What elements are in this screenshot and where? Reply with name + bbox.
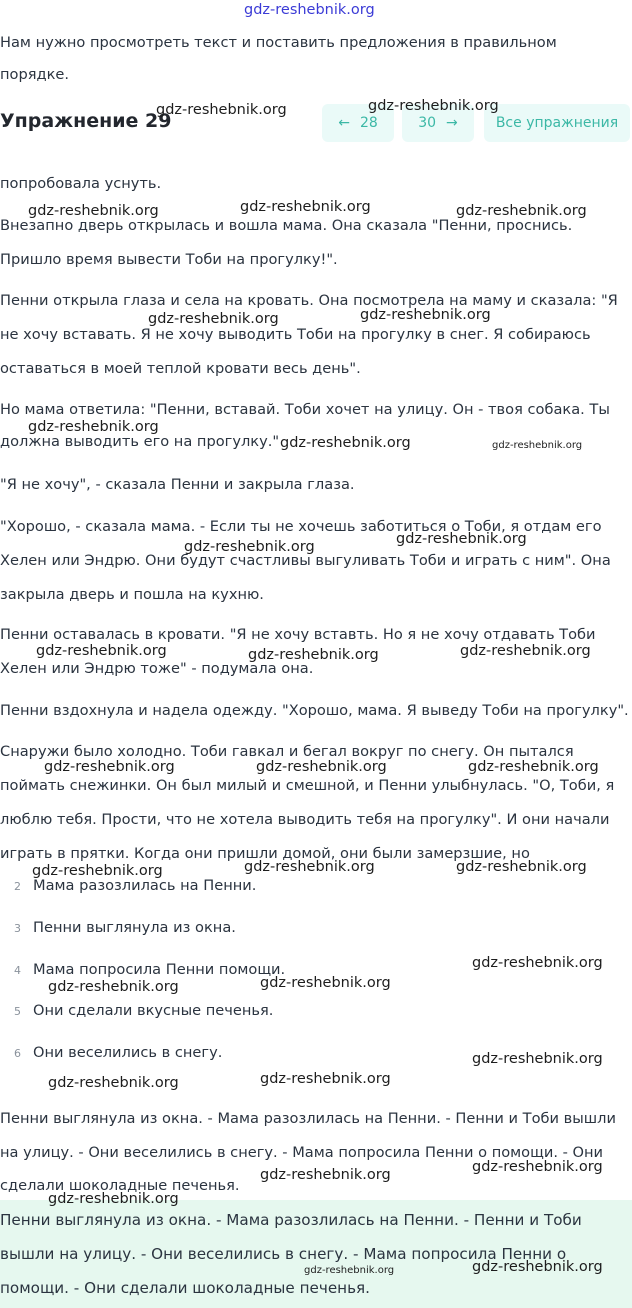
next-exercise-label: 30 <box>418 115 437 131</box>
story-line: Снаружи было холодно. Тоби гавкал и бегал вокруг по снегу. Он пытался <box>0 743 574 760</box>
watermark: gdz-reshebnik.org <box>48 1191 179 1207</box>
watermark: gdz-reshebnik.org <box>260 975 391 991</box>
watermark: gdz-reshebnik.org <box>460 643 591 659</box>
list-number: 5 <box>14 1005 21 1018</box>
list-text: Мама разозлилась на Пенни. <box>33 877 257 894</box>
answer-line: сделали шоколадные печенья. <box>0 1177 240 1194</box>
story-line: Хелен или Эндрю тоже" - подумала она. <box>0 660 314 677</box>
watermark: gdz-reshebnik.org <box>44 759 175 775</box>
watermark: gdz-reshebnik.org <box>280 435 411 451</box>
arrow-right-icon: → <box>446 115 458 131</box>
watermark: gdz-reshebnik.org <box>28 419 159 435</box>
list-text: Они сделали вкусные печенья. <box>33 1002 274 1019</box>
watermark: gdz-reshebnik.org <box>260 1167 391 1183</box>
story-line: Пенни оставалась в кровати. "Я не хочу вставть. Но я не хочу отдавать Тоби <box>0 626 596 643</box>
watermark: gdz-reshebnik.org <box>244 2 375 18</box>
watermark: gdz-reshebnik.org <box>260 1071 391 1087</box>
answer-highlight-line: Пенни выглянула из окна. - Мама разозлилась на Пенни. - Пенни и Тоби <box>0 1211 582 1229</box>
watermark: gdz-reshebnik.org <box>360 307 491 323</box>
watermark: gdz-reshebnik.org <box>244 859 375 875</box>
answer-highlight-line: помощи. - Они сделали шоколадные печенья. <box>0 1279 371 1297</box>
watermark: gdz-reshebnik.org <box>456 203 587 219</box>
story-line: играть в прятки. Когда они пришли домой, они были замерзшие, но <box>0 845 530 862</box>
story-line: Но мама ответила: "Пенни, вставай. Тоби хочет на улицу. Он - твоя собака. Ты <box>0 401 610 418</box>
intro-line: Нам нужно просмотреть текст и поставить предложения в правильном <box>0 34 557 51</box>
story-line: Внезапно дверь открылась и вошла мама. Она сказала "Пенни, проснись. <box>0 217 573 234</box>
page-title: Упражнение 29 <box>0 110 172 132</box>
story-line: должна выводить его на прогулку." <box>0 433 280 450</box>
watermark: gdz-reshebnik.org <box>32 863 163 879</box>
watermark: gdz-reshebnik.org <box>396 531 527 547</box>
story-line: Пришло время вывести Тоби на прогулку!". <box>0 251 338 268</box>
watermark: gdz-reshebnik.org <box>304 1265 395 1276</box>
story-line: не хочу вставать. Я не хочу выводить Тоби на прогулку в снег. Я собираюсь <box>0 326 591 343</box>
watermark: gdz-reshebnik.org <box>28 203 159 219</box>
watermark: gdz-reshebnik.org <box>472 1051 603 1067</box>
answer-line: на улицу. - Они веселились в снегу. - Мама попросила Пенни о помощи. - Они <box>0 1144 604 1161</box>
watermark: gdz-reshebnik.org <box>368 98 499 114</box>
story-line: оставаться в моей теплой кровати весь день". <box>0 360 361 377</box>
answer-highlight-line: вышли на улицу. - Они веселились в снегу. - Мама попросила Пенни о <box>0 1245 567 1263</box>
story-line: люблю тебя. Прости, что не хотела выводить тебя на прогулку". И они начали <box>0 811 610 828</box>
story-line: Хелен или Эндрю. Они будут счастливы выгуливать Тоби и играть с ним". Она <box>0 552 611 569</box>
watermark: gdz-reshebnik.org <box>492 440 583 451</box>
story-line: поймать снежинки. Он был милый и смешной, и Пенни улыбнулась. "О, Тоби, я <box>0 777 615 794</box>
answer-line: Пенни выглянула из окна. - Мама разозлилась на Пенни. - Пенни и Тоби вышли <box>0 1110 616 1127</box>
story-line: закрыла дверь и пошла на кухню. <box>0 586 264 603</box>
list-number: 6 <box>14 1047 21 1060</box>
story-line: "Я не хочу", - сказала Пенни и закрыла глаза. <box>0 476 355 493</box>
list-text: Они веселились в снегу. <box>33 1044 223 1061</box>
watermark: gdz-reshebnik.org <box>240 199 371 215</box>
story-line: "Хорошо, - сказала мама. - Если ты не хочешь заботиться о Тоби, я отдам его <box>0 518 602 535</box>
watermark: gdz-reshebnik.org <box>468 759 599 775</box>
watermark: gdz-reshebnik.org <box>156 102 287 118</box>
all-exercises-button[interactable] <box>484 104 630 142</box>
arrow-left-icon: ← <box>338 115 350 131</box>
watermark: gdz-reshebnik.org <box>256 759 387 775</box>
list-number: 4 <box>14 964 21 977</box>
answer-highlight-box <box>0 1200 632 1308</box>
watermark: gdz-reshebnik.org <box>148 311 279 327</box>
watermark: gdz-reshebnik.org <box>36 643 167 659</box>
story-line: Пенни вздохнула и надела одежду. "Хорошо, мама. Я выведу Тоби на прогулку". <box>0 702 629 719</box>
watermark: gdz-reshebnik.org <box>472 1159 603 1175</box>
watermark: gdz-reshebnik.org <box>472 955 603 971</box>
watermark: gdz-reshebnik.org <box>248 647 379 663</box>
list-item <box>0 997 632 1027</box>
watermark: gdz-reshebnik.org <box>456 859 587 875</box>
list-text: Пенни выглянула из окна. <box>33 919 236 936</box>
story-line: Пенни открыла глаза и села на кровать. Она посмотрела на маму и сказала: "Я <box>0 292 618 309</box>
story-line: попробовала уснуть. <box>0 175 162 192</box>
list-item <box>0 914 632 944</box>
prev-exercise-label: 28 <box>359 115 378 131</box>
watermark: gdz-reshebnik.org <box>472 1259 603 1275</box>
header-fade <box>0 148 632 162</box>
list-number: 3 <box>14 922 21 935</box>
watermark: gdz-reshebnik.org <box>48 979 179 995</box>
watermark: gdz-reshebnik.org <box>184 539 315 555</box>
list-text: Мама попросила Пенни помощи. <box>33 961 286 978</box>
list-number: 2 <box>14 880 21 893</box>
watermark: gdz-reshebnik.org <box>48 1075 179 1091</box>
intro-line: порядке. <box>0 66 70 83</box>
all-exercises-label: Все упражнения <box>495 115 619 131</box>
